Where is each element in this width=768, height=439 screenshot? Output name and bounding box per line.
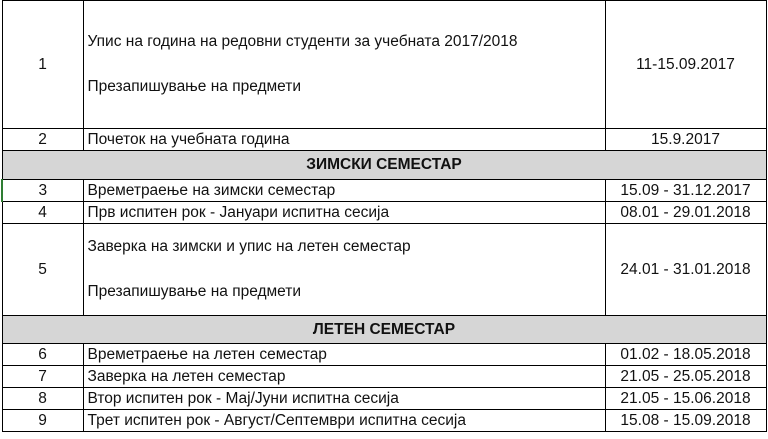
description-line: Трет испитен рок - Август/Септември испитна сесија xyxy=(87,411,466,429)
description-cell xyxy=(83,1,605,129)
description-line: Почеток на учебната година xyxy=(87,130,290,148)
description-cell xyxy=(83,129,605,151)
date-cell: 15.08 - 15.09.2018 xyxy=(605,410,766,432)
date-cell: 15.09 - 31.12.2017 xyxy=(605,180,766,202)
table-row xyxy=(2,202,766,224)
description-line: Времетраење на летен семестар xyxy=(87,345,327,363)
row-number-cell: 6 xyxy=(2,344,83,366)
date-cell: 21.05 - 25.05.2018 xyxy=(605,366,766,388)
description-line: Прв испитен рок - Јануари испитна сесија xyxy=(87,203,390,221)
section-header-row xyxy=(2,151,766,180)
row-number-cell: 1 xyxy=(2,1,83,129)
section-header-row xyxy=(2,316,766,344)
table-row xyxy=(2,410,766,432)
description-line: Презапишување на предмети xyxy=(87,78,302,95)
description-line: Втор испитен рок - Мај/Јуни испитна сесија xyxy=(87,389,399,407)
table-row xyxy=(2,344,766,366)
date-cell: 08.01 - 29.01.2018 xyxy=(605,202,766,224)
row-number-cell: 8 xyxy=(2,388,83,410)
table-row xyxy=(2,366,766,388)
table-row xyxy=(2,180,766,202)
table-row xyxy=(2,1,766,129)
description-line: Упис на година на редовни студенти за учебната 2017/2018 xyxy=(87,33,518,50)
row-number-cell: 7 xyxy=(2,366,83,388)
date-cell: 01.02 - 18.05.2018 xyxy=(605,344,766,366)
date-cell: 15.9.2017 xyxy=(605,129,766,151)
section-header-winter-semester: ЗИМСКИ СЕМЕСТАР xyxy=(2,151,766,180)
table-row xyxy=(2,388,766,410)
description-cell xyxy=(83,180,605,202)
row-number-cell: 5 xyxy=(2,224,83,316)
row-number-cell: 4 xyxy=(2,202,83,224)
table-row xyxy=(2,224,766,316)
row-number-cell: 2 xyxy=(2,129,83,151)
table-row xyxy=(2,129,766,151)
description-line: Заверка на зимски и упис на летен семестар xyxy=(87,238,411,255)
date-cell: 11-15.09.2017 xyxy=(605,1,766,129)
date-cell: 21.05 - 15.06.2018 xyxy=(605,388,766,410)
description-cell xyxy=(83,202,605,224)
description-cell xyxy=(83,344,605,366)
academic-calendar-table xyxy=(1,0,767,432)
description-line: Времетраење на зимски семестар xyxy=(87,181,336,199)
description-line: Заверка на летен семестар xyxy=(87,367,286,385)
description-line: Презапишување на предмети xyxy=(87,283,302,300)
section-header-summer-semester: ЛЕТЕН СЕМЕСТАР xyxy=(2,316,766,344)
date-cell: 24.01 - 31.01.2018 xyxy=(605,224,766,316)
row-number-cell: 9 xyxy=(2,410,83,432)
description-cell xyxy=(83,410,605,432)
description-cell xyxy=(83,388,605,410)
description-cell xyxy=(83,224,605,316)
description-cell xyxy=(83,366,605,388)
row-number-cell: 3 xyxy=(2,180,83,202)
